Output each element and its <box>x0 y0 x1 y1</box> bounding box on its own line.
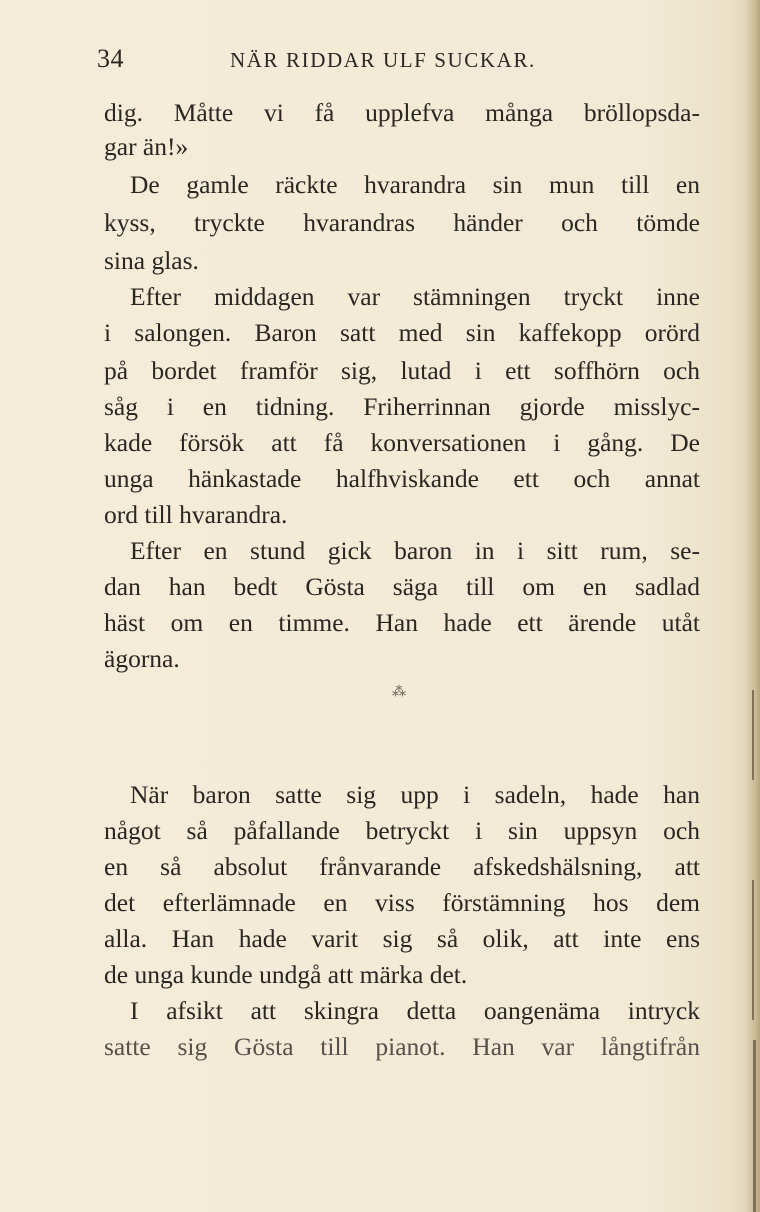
text-line: på bordet framför sig, lutad i ett soffhörn och <box>104 356 700 385</box>
text-line: det efterlämnade en viss förstämning hos dem <box>104 888 700 917</box>
text-line: kyss, tryckte hvarandras händer och tömde <box>104 208 700 237</box>
text-line: unga hänkastade halfhviskande ett och annat <box>104 464 700 493</box>
text-line: dig. Måtte vi få upplefva många bröllopsda- <box>104 98 700 127</box>
page-number: 34 <box>97 44 124 73</box>
page-edge-shadow <box>746 0 760 1212</box>
page-edge-mark <box>753 1040 756 1212</box>
section-break-ornament: ⁂ <box>392 685 406 700</box>
text-line: de unga kunde undgå att märka det. <box>104 960 468 989</box>
text-line: dan han bedt Gösta säga till om en sadlad <box>104 572 700 601</box>
text-line: alla. Han hade varit sig så olik, att inte ens <box>104 924 700 953</box>
text-line: häst om en timme. Han hade ett ärende utåt <box>104 608 700 637</box>
page-header <box>97 44 599 78</box>
text-line: Efter middagen var stämningen tryckt inne <box>130 282 700 311</box>
text-line: i salongen. Baron satt med sin kaffekopp orörd <box>104 318 700 347</box>
text-line: ägorna. <box>104 644 180 673</box>
page-edge-mark <box>752 880 754 1020</box>
text-line: De gamle räckte hvarandra sin mun till en <box>130 170 700 199</box>
text-line: satte sig Gösta till pianot. Han var långtifrån <box>104 1032 700 1061</box>
text-line: gar än!» <box>104 132 189 161</box>
text-line: sina glas. <box>104 246 199 275</box>
text-line: något så påfallande betryckt i sin uppsyn och <box>104 816 700 845</box>
text-line: en så absolut frånvarande afskedshälsning, att <box>104 852 700 881</box>
text-line: I afsikt att skingra detta oangenäma intryck <box>130 996 700 1025</box>
page-edge-mark <box>752 690 754 780</box>
text-line: kade försök att få konversationen i gång. De <box>104 428 700 457</box>
text-line: ord till hvarandra. <box>104 500 288 529</box>
text-line: såg i en tidning. Friherrinnan gjorde misslyc- <box>104 392 700 421</box>
running-title: NÄR RIDDAR ULF SUCKAR. <box>230 48 536 72</box>
text-line: Efter en stund gick baron in i sitt rum, se- <box>130 536 700 565</box>
text-line: När baron satte sig upp i sadeln, hade han <box>130 780 700 809</box>
